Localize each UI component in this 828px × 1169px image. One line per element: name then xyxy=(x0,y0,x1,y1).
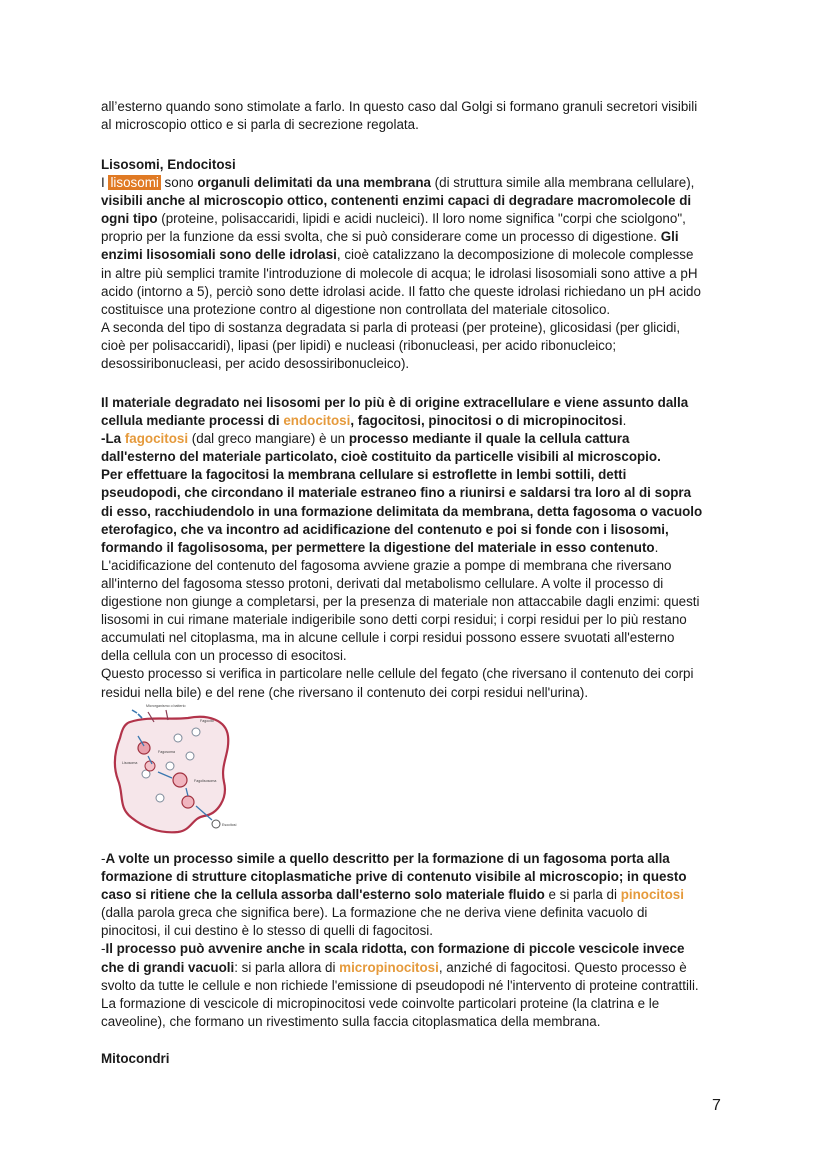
text-line: pseudopodi, che circondano il materiale estraneo fino a riunirsi e saldarsi tra loro al di sopra xyxy=(101,485,692,501)
orange-term-micropinocitosi: micropinocitosi xyxy=(339,959,439,975)
text-line: caso si ritiene che la cellula assorba dall'esterno solo materiale fluido e si parla di pinocitosi xyxy=(101,887,684,903)
figure-label: Lisosoma xyxy=(122,761,138,765)
text-line: desossiribonucleasi, per acido desossiribonucleico). xyxy=(101,356,410,372)
figure-label: Microrganismo o batterio xyxy=(146,704,186,708)
text-line: eterofagico, che va incontro ad acidificazione del contenuto e poi si fonde con i lisosomi, xyxy=(101,521,669,537)
text-line: cellula mediante processi di endocitosi, fagocitosi, pinocitosi o di micropinocitosi. xyxy=(101,413,627,429)
text-line: -La fagocitosi (dal greco mangiare) è un processo mediante il quale la cellula cattura xyxy=(101,431,630,447)
text-line: residui nella bile) e del rene (che riversano il contenuto dei corpi residui nell'urina). xyxy=(101,684,589,700)
text-line: svolto da tutte le cellule e non richiede l'emissione di pseudopodi né l'intervento di proteine contrattili. xyxy=(101,977,699,993)
text-line: pinocitosi, il cui destino è lo stesso di quelli di fagocitosi. xyxy=(101,923,433,939)
text-line: -Il processo può avvenire anche in scala ridotta, con formazione di piccole vescicole invece xyxy=(101,941,685,957)
text-line: enzimi lisosomiali sono delle idrolasi, cioè catalizzano la decomposizione di molecole complesse xyxy=(101,247,694,263)
page-number: 7 xyxy=(712,1097,721,1114)
text-line: acido (intorno a 5), perciò sono dette idrolasi acide. Il fatto che queste idrolasi richiedano un pH acido xyxy=(101,283,701,299)
section-heading-lisosomi: Lisosomi, Endocitosi xyxy=(101,157,236,172)
text-line: Per effettuare la fagocitosi la membrana cellulare si estroflette in lembi sottili, detti xyxy=(101,467,627,483)
text-line: visibili anche al microscopio ottico, contenenti enzimi capaci di degradare macromolecole di xyxy=(101,193,692,209)
text-line: all'interno del fagosoma stesso protoni, derivati dal metabolismo cellulare. A volte il processo di xyxy=(101,575,664,591)
text-line: costituisce una protezione contro al digestione non controllata del materiale citosolico. xyxy=(101,301,611,317)
text-line: -A volte un processo simile a quello descritto per la formazione di un fagosoma porta alla xyxy=(101,851,670,866)
text-line: formazione di strutture citoplasmatiche prive di contenuto visibile al microscopio; in questo xyxy=(101,869,687,885)
figure-label: Esocitosi xyxy=(222,823,237,827)
text-line: al microscopio ottico e si parla di secrezione regolata. xyxy=(101,117,419,133)
phagocytosis-figure xyxy=(108,702,244,840)
text-line: caveoline), che formano un rivestimento sulla faccia citoplasmatica della membrana. xyxy=(101,1013,601,1029)
text-line: lisosomi in cui rimane materiale indigeribile sono detti corpi residui; i corpi residui per lo più restano xyxy=(101,612,687,628)
text-line: ogni tipo (proteine, polisaccaridi, lipidi e acidi nucleici). Il loro nome significa "corpi che sciolgono", xyxy=(101,211,686,227)
text-line: proprio per la funzione da essi svolta, che si può considerare come un processo di digestione. Gli xyxy=(101,229,679,245)
text-line: che di grandi vacuoli: si parla allora di micropinocitosi, anziché di fagocitosi. Questo processo è xyxy=(101,959,687,975)
figure-label: Fagosoma xyxy=(158,750,175,754)
section-heading-mitocondri: Mitocondri xyxy=(101,1051,170,1066)
text-line: digestione non giunge a completarsi, per la presenza di materiale non attaccabile dagli enzimi: questi xyxy=(101,594,700,610)
text-line: accumulati nel citoplasma, ma in alcune cellule i corpi residui possono essere svuotati all'esterno xyxy=(101,630,675,646)
text-line: dall'esterno del materiale particolato, cioè costituito da particelle visibili al microscopio. xyxy=(101,449,661,465)
text-line: formando il fagolisosoma, per permettere la digestione del materiale in esso contenuto. xyxy=(101,539,659,555)
paragraph-secrezione xyxy=(101,98,731,134)
text-line: in altre più semplici tramite l'introduzione di molecole di acqua; le idrolasi lisosomiali sono attive a pH xyxy=(101,265,698,281)
section-pinocitosi xyxy=(101,850,731,1031)
section-mitocondri xyxy=(101,1050,731,1068)
section-lisosomi xyxy=(101,156,731,373)
phagocyte-cell xyxy=(115,717,228,833)
highlighted-term-lisosomi: lisosomi xyxy=(110,175,159,191)
text-line: di esso, racchiudendolo in una formazione delimitata da membrana, detta fagosoma o vacuolo xyxy=(101,503,703,519)
figure-label: Fagolisosoma xyxy=(194,779,217,783)
text-line: L'acidificazione del contenuto del fagosoma avviene grazie a pompe di membrana che riversano xyxy=(101,557,672,573)
section-fagocitosi xyxy=(101,394,731,702)
text-line: della cellula con un processo di esocitosi. xyxy=(101,648,347,664)
text-line: (dalla parola greca che significa bere). La formazione che ne deriva viene definita vacuolo di xyxy=(101,905,648,921)
orange-term-endocitosi: endocitosi xyxy=(283,413,351,429)
text-line: La formazione di vescicole di micropinocitosi vede coinvolte particolari proteine (la clatrina e le xyxy=(101,995,660,1011)
orange-term-fagocitosi: fagocitosi xyxy=(124,431,189,447)
orange-term-pinocitosi: pinocitosi xyxy=(620,887,684,903)
text-line: Il materiale degradato nei lisosomi per lo più è di origine extracellulare e viene assunto dalla xyxy=(101,395,689,410)
text-line: I lisosomi sono organuli delimitati da una membrana (di struttura simile alla membrana cellulare), xyxy=(101,175,695,191)
figure-label: Fagocito xyxy=(200,719,214,723)
text-line: cioè per polisaccaridi), lipasi (per lipidi) e nucleasi (ribonucleasi, per acido ribonucleico; xyxy=(101,337,617,353)
text-line: A seconda del tipo di sostanza degradata si parla di proteasi (per proteine), glicosidasi (per glicidi, xyxy=(101,319,681,335)
text-line: Questo processo si verifica in particolare nelle cellule del fegato (che riversano il contenuto dei corpi xyxy=(101,666,694,682)
text-line: all’esterno quando sono stimolate a farlo. In questo caso dal Golgi si formano granuli secretori visibili xyxy=(101,99,698,114)
